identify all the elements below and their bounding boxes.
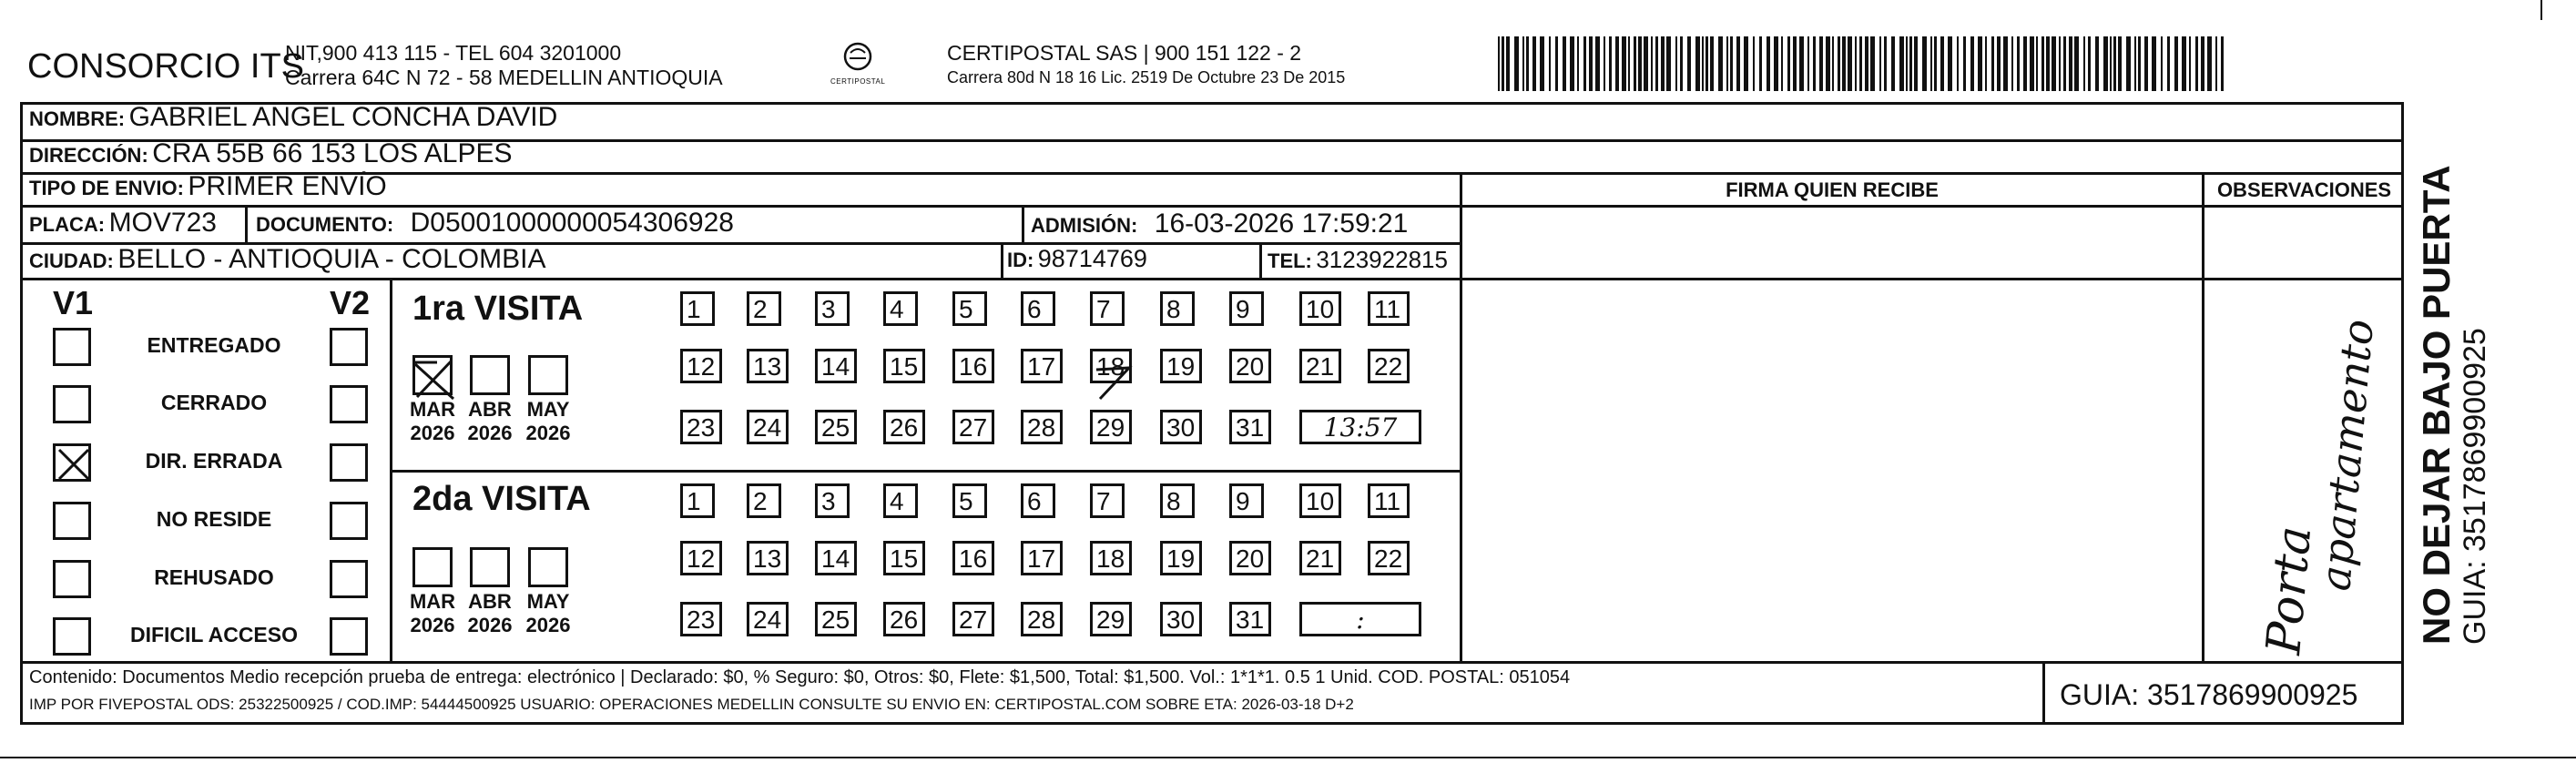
- day-box[interactable]: 3: [815, 291, 850, 326]
- barcode-bar: [1899, 36, 1904, 91]
- barcode-bar: [2167, 36, 2170, 91]
- day-box[interactable]: 29: [1090, 602, 1132, 636]
- barcode-bar: [2059, 36, 2061, 91]
- ciudad-cell: [29, 244, 545, 275]
- tipo-value: PRIMER ENVÍO: [188, 171, 387, 201]
- day-box[interactable]: 15: [883, 349, 925, 383]
- barcode-bar: [1609, 36, 1612, 91]
- day-box[interactable]: 10: [1299, 483, 1341, 518]
- barcode-bar: [1940, 36, 1944, 91]
- v1-checkbox[interactable]: [53, 502, 91, 540]
- footer-contenido: Contenido: Documentos Medio recepción prueba de entrega: electrónico | Declarado: $0, % Seguro: $0, Otros: $0, Flete: $1,500, Total: $1,500. Vol.: 1*1*1. 0.5 1 Unid. COD. POSTAL: 051054: [29, 667, 1571, 687]
- barcode-bar: [1991, 36, 1994, 91]
- day-box[interactable]: 26: [883, 602, 925, 636]
- v1-checkbox[interactable]: [53, 385, 91, 423]
- barcode-bar: [2126, 36, 2131, 91]
- month-checkbox[interactable]: [470, 547, 510, 587]
- barcode-bar: [2041, 36, 2044, 91]
- barcode-bar: [1970, 36, 1974, 91]
- documento-cell: [256, 208, 734, 239]
- barcode-bar: [2138, 36, 2141, 91]
- page-bottom-edge: [0, 757, 2576, 758]
- barcode-bar: [1985, 36, 1987, 91]
- barcode-bar: [1570, 36, 1574, 91]
- day-box[interactable]: 27: [952, 410, 994, 444]
- barcode-bar: [1865, 36, 1868, 91]
- barcode-bar: [2088, 36, 2091, 91]
- barcode-bar: [1522, 36, 1524, 91]
- day-box[interactable]: 28: [1021, 602, 1063, 636]
- year-label: 2026: [525, 614, 571, 636]
- day-box[interactable]: 23: [680, 602, 722, 636]
- day-box[interactable]: 23: [680, 410, 722, 444]
- barcode-bar: [1726, 36, 1728, 91]
- barcode-bar: [1922, 36, 1927, 91]
- barcode-bar: [1963, 36, 1966, 91]
- barcode-bar: [1807, 36, 1809, 91]
- barcode-bar: [1859, 36, 1862, 91]
- barcode-bar: [1914, 36, 1918, 91]
- day-box[interactable]: 1: [680, 291, 715, 326]
- barcode-bar: [2152, 36, 2156, 91]
- barcode-bar: [1666, 36, 1671, 91]
- barcode-bar: [1634, 36, 1636, 91]
- month-checkbox[interactable]: [470, 355, 510, 395]
- day-box[interactable]: 19: [1160, 349, 1202, 383]
- barcode-bar: [1563, 36, 1566, 91]
- year-label: 2026: [467, 422, 513, 444]
- barcode-bar: [1583, 36, 1586, 91]
- status-option-label: CERRADO: [160, 391, 268, 414]
- day-box[interactable]: 31: [1229, 602, 1271, 636]
- direccion-row: [29, 138, 513, 169]
- day-box[interactable]: 21: [1299, 349, 1341, 383]
- day-box[interactable]: 11: [1368, 483, 1410, 518]
- barcode-bar: [1787, 36, 1790, 91]
- status-option-label: DIFICIL ACCESO: [129, 623, 298, 646]
- barcode-bar: [2189, 36, 2191, 91]
- day-box[interactable]: 17: [1021, 541, 1063, 575]
- day-box[interactable]: 4: [883, 291, 918, 326]
- firma-header: FIRMA QUIEN RECIBE: [1726, 178, 1939, 201]
- barcode-bar: [2182, 36, 2186, 91]
- v2-checkbox[interactable]: [330, 328, 368, 366]
- month-label: MAR: [409, 590, 456, 613]
- barcode-bar: [1695, 36, 1700, 91]
- admision-value: 16-03-2026 17:59:21: [1154, 209, 1409, 239]
- day-box[interactable]: 5: [952, 291, 987, 326]
- day-box[interactable]: 13: [747, 349, 789, 383]
- direccion-label: DIRECCIÓN:: [29, 144, 148, 167]
- barcode-bar: [1661, 36, 1665, 91]
- documento-value: D05001000000054306928: [410, 208, 734, 238]
- barcode-bar: [1549, 36, 1551, 91]
- barcode: [1498, 36, 2226, 91]
- barcode-bar: [1838, 36, 1840, 91]
- admision-cell: [1031, 209, 1408, 239]
- month-label: MAR: [409, 398, 456, 421]
- barcode-bar: [1848, 36, 1852, 91]
- barcode-bar: [1793, 36, 1797, 91]
- barcode-bar: [1957, 36, 1959, 91]
- day-box[interactable]: 2: [747, 483, 781, 518]
- edge-mark: [2540, 0, 2542, 20]
- barcode-bar: [2201, 36, 2204, 91]
- side-guia-text: GUIA: 3517869900925: [2458, 328, 2492, 645]
- logo-caption: CERTIPOSTAL: [830, 77, 886, 86]
- barcode-bar: [1781, 36, 1783, 91]
- barcode-bar: [1753, 36, 1755, 91]
- barcode-bar: [2083, 36, 2085, 91]
- month-label: ABR: [468, 590, 512, 613]
- tel-label: TEL:: [1268, 249, 1312, 272]
- day-box[interactable]: 14: [815, 541, 857, 575]
- barcode-bar: [1577, 36, 1579, 91]
- status-option-label: NO RESIDE: [156, 507, 272, 531]
- day-box[interactable]: 2: [747, 291, 781, 326]
- barcode-bar: [1978, 36, 1982, 91]
- day-box[interactable]: 6: [1021, 291, 1055, 326]
- company-address: Carrera 64C N 72 - 58 MEDELLIN ANTIOQUIA: [285, 66, 723, 89]
- barcode-bar: [2207, 36, 2212, 91]
- placa-cell: [29, 208, 217, 239]
- v1-checkbox[interactable]: [53, 560, 91, 598]
- barcode-bar: [1540, 36, 1544, 91]
- status-option-label: ENTREGADO: [147, 333, 281, 357]
- barcode-bar: [2011, 36, 2013, 91]
- barcode-bar: [1930, 36, 1932, 91]
- v2-checkbox[interactable]: [330, 502, 368, 540]
- barcode-bar: [2030, 36, 2034, 91]
- barcode-bar: [1628, 36, 1630, 91]
- day-box[interactable]: 6: [1021, 483, 1055, 518]
- barcode-bar: [1909, 36, 1912, 91]
- barcode-bar: [2103, 36, 2108, 91]
- barcode-bar: [1891, 36, 1895, 91]
- barcode-bar: [1948, 36, 1952, 91]
- day-box[interactable]: 22: [1368, 349, 1410, 383]
- barcode-bar: [1532, 36, 1536, 91]
- barcode-bar: [1589, 36, 1593, 91]
- day-box[interactable]: 9: [1229, 291, 1264, 326]
- placa-value: MOV723: [108, 208, 217, 238]
- footer-imp: IMP POR FIVEPOSTAL ODS: 25322500925 / COD.IMP: 54444500925 USUARIO: OPERACIONES MEDELLIN CONSULTE SU ENVIO EN: CERTIPOSTAL.COM SOBRE ETA: 2026-03-18 D+2: [29, 696, 1354, 713]
- observaciones-header: OBSERVACIONES: [2216, 178, 2392, 201]
- ciudad-value: BELLO - ANTIOQUIA - COLOMBIA: [117, 244, 546, 274]
- barcode-bar: [1744, 36, 1748, 91]
- day-box[interactable]: 16: [952, 349, 994, 383]
- year-label: 2026: [410, 422, 455, 444]
- barcode-bar: [1687, 36, 1691, 91]
- v2-checkbox[interactable]: [330, 617, 368, 656]
- visit2-title: 2da VISITA: [412, 480, 591, 518]
- documento-label: DOCUMENTO:: [256, 213, 394, 236]
- tel-value: 3123922815: [1316, 246, 1448, 273]
- barcode-bar: [1842, 36, 1846, 91]
- nombre-value: GABRIEL ANGEL CONCHA DAVID: [128, 102, 558, 132]
- tel-cell: [1268, 246, 1448, 274]
- barcode-bar: [2144, 36, 2148, 91]
- day-box[interactable]: 25: [815, 602, 857, 636]
- barcode-bar: [2017, 36, 2020, 91]
- year-label: 2026: [467, 614, 513, 636]
- status-option-label: DIR. ERRADA: [145, 449, 283, 473]
- nit-line: NIT,900 413 115 - TEL 604 3201000: [285, 41, 622, 65]
- month-label: ABR: [468, 398, 512, 421]
- no-dejar-text: NO DEJAR BAJO PUERTA: [2415, 165, 2458, 645]
- barcode-bar: [1638, 36, 1642, 91]
- day-box[interactable]: 12: [680, 349, 722, 383]
- barcode-bar: [1655, 36, 1658, 91]
- day-box[interactable]: 24: [747, 410, 789, 444]
- barcode-bar: [1934, 36, 1937, 91]
- barcode-bar: [1813, 36, 1816, 91]
- day-box[interactable]: 27: [952, 602, 994, 636]
- barcode-bar: [2063, 36, 2066, 91]
- day-box[interactable]: 8: [1160, 483, 1195, 518]
- day-box[interactable]: 22: [1368, 541, 1410, 575]
- day-box[interactable]: 30: [1160, 410, 1202, 444]
- observation-handwriting: [2213, 228, 2395, 665]
- barcode-bar: [2118, 36, 2122, 91]
- admision-label: ADMISIÓN:: [1031, 214, 1138, 237]
- month-checkbox[interactable]: [528, 547, 568, 587]
- barcode-bar: [2174, 36, 2178, 91]
- day-box[interactable]: 19: [1160, 541, 1202, 575]
- barcode-bar: [1774, 36, 1778, 91]
- barcode-bar: [2134, 36, 2136, 91]
- v2-checkbox[interactable]: [330, 443, 368, 482]
- checkmark-mar: [410, 355, 464, 405]
- day-box[interactable]: 1: [680, 483, 715, 518]
- barcode-bar: [2046, 36, 2050, 91]
- month-label: MAY: [526, 398, 570, 421]
- month-label: MAY: [526, 590, 570, 613]
- direccion-value: CRA 55B 66 153 LOS ALPES: [152, 138, 513, 168]
- barcode-bar: [1799, 36, 1804, 91]
- barcode-bar: [1514, 36, 1519, 91]
- company-name: CONSORCIO ITS: [27, 47, 305, 86]
- barcode-bar: [1622, 36, 1626, 91]
- barcode-bar: [1604, 36, 1605, 91]
- nombre-label: NOMBRE:: [29, 107, 126, 130]
- certipostal-logo: [830, 38, 885, 93]
- barcode-bar: [1498, 36, 1500, 91]
- barcode-bar: [1644, 36, 1648, 91]
- day-box[interactable]: 4: [883, 483, 918, 518]
- barcode-bar: [1826, 36, 1830, 91]
- day-box[interactable]: 9: [1229, 483, 1264, 518]
- day-box[interactable]: 12: [680, 541, 722, 575]
- id-value: 98714769: [1037, 245, 1147, 272]
- tipo-row: [29, 171, 387, 202]
- courier-address: Carrera 80d N 18 16 Lic. 2519 De Octubre 23 De 2015: [947, 68, 1346, 86]
- barcode-bar: [1884, 36, 1887, 91]
- day-box[interactable]: 8: [1160, 291, 1195, 326]
- barcode-bar: [2161, 36, 2163, 91]
- barcode-bar: [1855, 36, 1857, 91]
- barcode-bar: [1651, 36, 1653, 91]
- barcode-bar: [2095, 36, 2099, 91]
- barcode-bar: [1506, 36, 1510, 91]
- barcode-bar: [1819, 36, 1823, 91]
- barcode-bar: [2023, 36, 2027, 91]
- day-box[interactable]: 20: [1229, 349, 1271, 383]
- barcode-bar: [2215, 36, 2217, 91]
- day-box[interactable]: 17: [1021, 349, 1063, 383]
- v1-checkbox[interactable]: [53, 617, 91, 656]
- v1-checkbox[interactable]: [53, 443, 91, 482]
- visit1-title: 1ra VISITA: [412, 290, 584, 328]
- day-box[interactable]: 5: [952, 483, 987, 518]
- v2-label: V2: [330, 284, 371, 321]
- barcode-bar: [2003, 36, 2008, 91]
- barcode-bar: [1832, 36, 1834, 91]
- barcode-bar: [2113, 36, 2116, 91]
- barcode-bar: [1615, 36, 1619, 91]
- barcode-bar: [1710, 36, 1714, 91]
- day-box[interactable]: 7: [1090, 483, 1125, 518]
- barcode-bar: [2069, 36, 2072, 91]
- status-option-label: REHUSADO: [154, 565, 274, 589]
- ciudad-label: CIUDAD:: [29, 249, 114, 272]
- barcode-bar: [1702, 36, 1704, 91]
- tipo-label: TIPO DE ENVIO:: [29, 177, 184, 199]
- v2-checkbox[interactable]: [330, 385, 368, 423]
- barcode-bar: [1879, 36, 1881, 91]
- side-warning: [2416, 165, 2492, 645]
- day-box[interactable]: 15: [883, 541, 925, 575]
- day-box[interactable]: 11: [1368, 291, 1410, 326]
- month-checkbox[interactable]: [412, 547, 453, 587]
- v1-checkbox[interactable]: [53, 328, 91, 366]
- barcode-bar: [1906, 36, 1908, 91]
- day-box[interactable]: 30: [1160, 602, 1202, 636]
- id-label: ID:: [1007, 249, 1034, 271]
- barcode-bar: [2110, 36, 2112, 91]
- placa-label: PLACA:: [29, 213, 106, 236]
- barcode-bar: [1680, 36, 1683, 91]
- day-box[interactable]: 3: [815, 483, 850, 518]
- footer-guia: GUIA: 3517869900925: [2060, 678, 2358, 711]
- day-box[interactable]: 16: [952, 541, 994, 575]
- year-label: 2026: [525, 422, 571, 444]
- barcode-bar: [1870, 36, 1875, 91]
- day-box[interactable]: 28: [1021, 410, 1063, 444]
- obs-text-1: Porta: [2256, 524, 2323, 657]
- day-box[interactable]: 25: [815, 410, 857, 444]
- day-box[interactable]: 24: [747, 602, 789, 636]
- day-box[interactable]: 26: [883, 410, 925, 444]
- barcode-bar: [2052, 36, 2056, 91]
- obs-text-2: apartamento: [2310, 317, 2384, 593]
- v1-label: V1: [53, 284, 94, 321]
- barcode-bar: [2036, 36, 2038, 91]
- day-box[interactable]: 31: [1229, 410, 1271, 444]
- barcode-bar: [1759, 36, 1762, 91]
- barcode-bar: [1705, 36, 1708, 91]
- barcode-bar: [1555, 36, 1558, 91]
- time-box[interactable]: :: [1299, 602, 1421, 636]
- barcode-bar: [1675, 36, 1677, 91]
- id-cell: [1007, 245, 1147, 273]
- barcode-bar: [1730, 36, 1733, 91]
- year-label: 2026: [410, 614, 455, 636]
- time-box[interactable]: 13:57: [1299, 410, 1421, 444]
- day-box[interactable]: 10: [1299, 291, 1341, 326]
- courier-line: CERTIPOSTAL SAS | 900 151 122 - 2: [947, 41, 1302, 65]
- day-box[interactable]: 21: [1299, 541, 1341, 575]
- barcode-bar: [1997, 36, 2001, 91]
- strike-day-18: [1093, 362, 1134, 403]
- barcode-bar: [1718, 36, 1723, 91]
- day-box[interactable]: 29: [1090, 410, 1132, 444]
- day-box[interactable]: 7: [1090, 291, 1125, 326]
- v2-checkbox[interactable]: [330, 560, 368, 598]
- barcode-bar: [2221, 36, 2224, 91]
- day-box[interactable]: 20: [1229, 541, 1271, 575]
- barcode-bar: [1767, 36, 1770, 91]
- barcode-bar: [2195, 36, 2198, 91]
- nombre-row: [29, 102, 557, 133]
- day-box[interactable]: 14: [815, 349, 857, 383]
- day-box[interactable]: 13: [747, 541, 789, 575]
- barcode-bar: [2074, 36, 2079, 91]
- barcode-bar: [1526, 36, 1529, 91]
- day-box[interactable]: 18: [1090, 349, 1132, 383]
- month-checkbox[interactable]: [528, 355, 568, 395]
- barcode-bar: [1736, 36, 1740, 91]
- barcode-bar: [1502, 36, 1504, 91]
- day-box[interactable]: 18: [1090, 541, 1132, 575]
- barcode-bar: [1595, 36, 1600, 91]
